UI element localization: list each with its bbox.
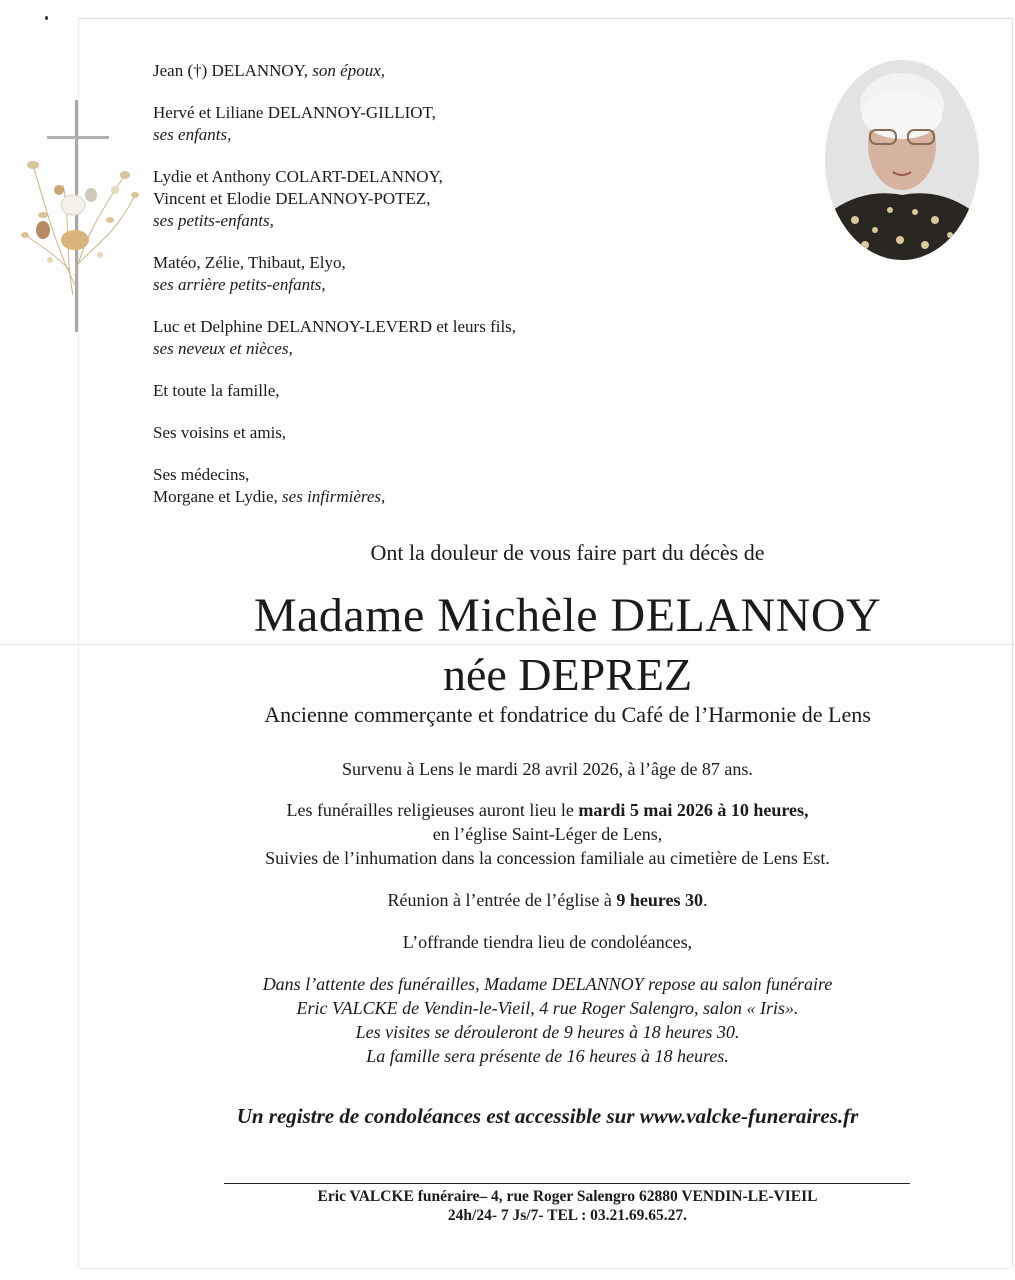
family-line: [153, 380, 516, 402]
funeral-line-1-text: Les funérailles religieuses auront lieu le: [286, 800, 579, 820]
footer-divider: [224, 1183, 910, 1184]
family-names: Luc et Delphine DELANNOY-LEVERD et leurs fils,: [153, 317, 517, 336]
funeral-home-address: Eric VALCKE funéraire– 4, rue Roger Salengro 62880 VENDIN-LE-VIEIL: [317, 1188, 818, 1205]
visitation-details: [40, 972, 1015, 1068]
family-line: [153, 252, 516, 274]
meeting-time: 9 heures 30: [616, 890, 704, 910]
cross-flowers-icon: [15, 95, 140, 335]
meeting-text: Réunion à l’entrée de l’église à: [387, 890, 617, 910]
family-line: [153, 60, 516, 82]
relationship-label: ses infirmières,: [282, 487, 386, 506]
family-line: [153, 422, 516, 444]
occupation: Ancienne commerçante et fondatrice du Café de l’Harmonie de Lens: [264, 702, 871, 727]
family-names: Vincent et Elodie DELANNOY-POTEZ,: [153, 189, 431, 208]
family-group: [153, 252, 516, 296]
visitation-line: Les visites se dérouleront de 9 heures à 18 heures 30.: [355, 1022, 740, 1042]
funeral-line-2: en l’église Saint-Léger de Lens,: [432, 824, 663, 844]
family-group: [153, 422, 516, 444]
family-group: [153, 166, 516, 232]
funeral-date: mardi 5 mai 2026 à 10 heures,: [578, 800, 809, 820]
family-line: [153, 316, 516, 338]
family-list: [153, 60, 516, 528]
visitation-line: La famille sera présente de 16 heures à 18 heures.: [366, 1046, 729, 1066]
frame-bottom: [80, 1268, 1010, 1269]
scan-speck: [45, 16, 48, 20]
family-group: [153, 102, 516, 146]
family-group: [153, 60, 516, 82]
family-names: Ses voisins et amis,: [153, 423, 287, 442]
family-line: [153, 210, 516, 232]
death-details: Survenu à Lens le mardi 28 avril 2026, à l’âge de 87 ans.: [342, 759, 753, 779]
maiden-name: née DEPREZ: [442, 649, 693, 700]
announcement-intro: Ont la douleur de vous faire part du décès de: [370, 540, 765, 565]
relationship-label: ses petits-enfants,: [153, 211, 274, 230]
relationship-label: ses arrière petits-enfants,: [153, 275, 326, 294]
family-names: Et toute la famille,: [153, 381, 280, 400]
registry-link[interactable]: www.valcke-funeraires.fr: [639, 1104, 859, 1128]
registry-text: Un registre de condoléances est accessible sur: [236, 1104, 640, 1128]
family-group: [153, 316, 516, 360]
family-line: [153, 338, 516, 360]
relationship-label: ses neveux et nièces,: [153, 339, 293, 358]
fold-line: [0, 644, 1015, 645]
visitation-line: Dans l’attente des funérailles, Madame DELANNOY repose au salon funéraire: [262, 974, 833, 994]
portrait-photo: [825, 60, 979, 260]
deceased-name: Madame Michèle DELANNOY: [253, 589, 882, 642]
family-line: [153, 274, 516, 296]
family-line: [153, 188, 516, 210]
frame-right: [1012, 18, 1013, 1268]
funeral-details: [40, 798, 1015, 870]
family-names: Matéo, Zélie, Thibaut, Elyo,: [153, 253, 346, 272]
relationship-label: son époux,: [312, 61, 385, 80]
family-names: Lydie et Anthony COLART-DELANNOY,: [153, 167, 443, 186]
family-group: [153, 380, 516, 402]
frame-top: [78, 18, 1013, 19]
visitation-line: Eric VALCKE de Vendin-le-Vieil, 4 rue Roger Salengro, salon « Iris».: [296, 998, 799, 1018]
family-line: [153, 124, 516, 146]
funeral-line-3: Suivies de l’inhumation dans la concession familiale au cimetière de Lens Est.: [265, 848, 830, 868]
family-line: [153, 486, 516, 508]
family-line: [153, 102, 516, 124]
family-names: Ses médecins,: [153, 465, 250, 484]
family-line: [153, 166, 516, 188]
offering-note: L’offrande tiendra lieu de condoléances,: [402, 932, 693, 952]
meeting-end: .: [703, 890, 708, 910]
funeral-line-1: [40, 798, 1015, 822]
condolence-registry: [40, 1104, 1015, 1128]
family-names: Hervé et Liliane DELANNOY-GILLIOT,: [153, 103, 436, 122]
family-group: [153, 464, 516, 508]
relationship-label: ses enfants,: [153, 125, 232, 144]
family-names: Morgane et Lydie,: [153, 487, 283, 506]
family-names: Jean (†) DELANNOY,: [153, 61, 313, 80]
family-line: [153, 464, 516, 486]
funeral-home-contact: 24h/24- 7 Js/7- TEL : 03.21.69.65.27.: [447, 1207, 688, 1224]
meeting-details: [40, 888, 1015, 912]
